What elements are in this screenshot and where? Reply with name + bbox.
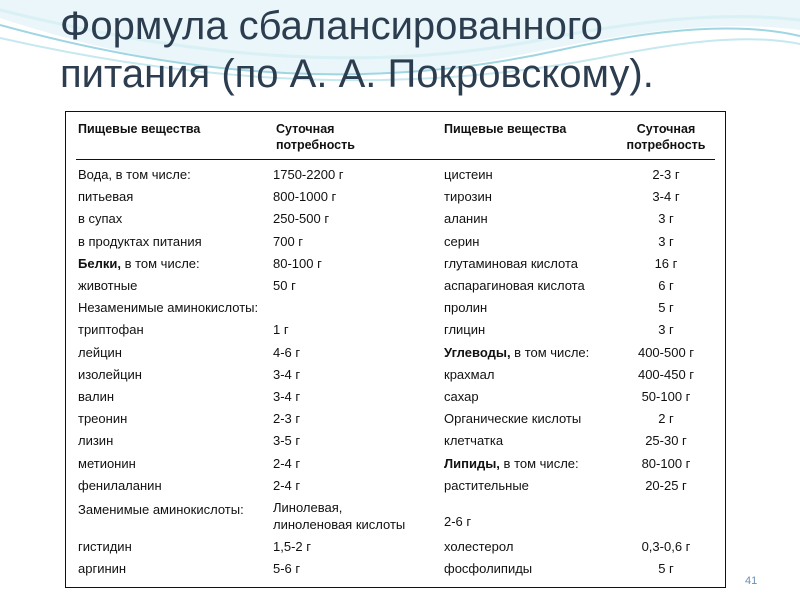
header-daily-need-right: Суточная потребность xyxy=(626,122,706,152)
cell-nutrient: животные xyxy=(78,278,138,293)
cell-nutrient-right: крахмал xyxy=(444,366,495,382)
cell-daily-need-right: 20-25 г xyxy=(645,477,687,493)
table-row xyxy=(66,364,725,386)
cell-nutrient-right xyxy=(444,453,579,475)
table-row xyxy=(66,342,725,364)
cell-daily-need-right: 6 г xyxy=(658,278,674,293)
table-row xyxy=(66,475,725,497)
cell-linoleic-need: 2-6 г xyxy=(444,514,472,529)
table-row xyxy=(66,497,725,533)
cell-nutrient-right-text: в том числе: xyxy=(499,455,579,471)
slide-title-line2: питания (по А. А. Покровскому). xyxy=(60,52,654,96)
cell-daily-need-right: 0,3-0,6 г xyxy=(641,539,691,554)
cell-nutrient-right: пролин xyxy=(444,300,488,316)
cell-daily-need: 250-500 г xyxy=(273,211,330,227)
cell-nutrient-right: Органические кислоты xyxy=(444,411,582,427)
header-divider xyxy=(76,159,715,160)
header-nutrients-left: Пищевые вещества xyxy=(78,122,201,136)
table-row xyxy=(66,208,725,230)
cell-nutrient: валин xyxy=(78,389,115,404)
cell-daily-need: 5-6 г xyxy=(273,561,301,577)
cell-nutrient: треонин xyxy=(78,411,128,427)
cell-linoleic-line1: Линолевая, xyxy=(273,500,343,515)
cell-daily-need: 4-6 г xyxy=(273,344,301,360)
cell-daily-need-right: 2 г xyxy=(658,411,674,427)
cell-nutrient-right xyxy=(444,342,589,364)
cell-daily-need-right: 3 г xyxy=(658,233,674,249)
cell-daily-need-right: 80-100 г xyxy=(641,455,691,471)
cell-daily-need: 3-4 г xyxy=(273,366,301,382)
cell-daily-need-right: 3 г xyxy=(658,322,674,338)
table-row xyxy=(66,319,725,341)
cell-nutrient-right: сахар xyxy=(444,389,479,404)
page-number: 41 xyxy=(745,575,758,587)
cell-nutrient-right: фосфолипиды xyxy=(444,561,533,577)
cell-nutrient: фенилаланин xyxy=(78,477,162,493)
cell-daily-need: 800-1000 г xyxy=(273,189,337,205)
cell-nutrient: в продуктах питания xyxy=(78,233,202,249)
cell-daily-need-right: 400-500 г xyxy=(637,344,695,360)
cell-nutrient-right: серин xyxy=(444,233,480,249)
cell-daily-need-right: 16 г xyxy=(654,255,678,271)
cell-nutrient-right-bold: Липиды, xyxy=(444,455,500,471)
cell-daily-need-right: 5 г xyxy=(658,561,674,577)
cell-nutrient-right: аланин xyxy=(444,211,488,227)
cell-nutrient-right: тирозин xyxy=(444,189,492,205)
cell-nutrient: лейцин xyxy=(78,344,122,360)
table-row xyxy=(66,408,725,430)
cell-nutrient: в супах xyxy=(78,211,123,227)
nutrition-table xyxy=(65,111,726,588)
table-row xyxy=(66,558,725,580)
cell-nutrient: Незаменимые аминокислоты: xyxy=(78,300,259,316)
cell-daily-need: 80-100 г xyxy=(273,255,322,271)
cell-nutrient-right: аспарагиновая кислота xyxy=(444,278,585,293)
cell-nutrient: изолейцин xyxy=(78,366,142,382)
slide-title-line1: Формула сбалансированного xyxy=(60,4,603,48)
cell-daily-need-right: 25-30 г xyxy=(645,433,687,449)
cell-daily-need: 2-3 г xyxy=(273,411,301,427)
cell-daily-need: 50 г xyxy=(273,278,296,293)
cell-nutrient-right-text: в том числе: xyxy=(510,344,590,360)
cell-daily-need: 2-4 г xyxy=(273,455,301,471)
slide-title xyxy=(60,2,780,98)
table-row xyxy=(66,253,725,275)
cell-daily-need-right: 5 г xyxy=(658,300,674,316)
cell-daily-need-right: 3-4 г xyxy=(652,189,680,205)
table-row xyxy=(66,386,725,408)
cell-nutrient: аргинин xyxy=(78,561,127,577)
table-row xyxy=(66,186,725,208)
cell-nutrient-text: в том числе: xyxy=(120,255,200,271)
cell-nutrient: метионин xyxy=(78,455,136,471)
cell-daily-need-right: 2-3 г xyxy=(652,167,680,182)
cell-daily-need-right: 50-100 г xyxy=(641,389,691,404)
header-daily-need-left: Суточная потребность xyxy=(276,122,355,152)
table-row xyxy=(66,297,725,319)
cell-nutrient-right: цистеин xyxy=(444,167,493,182)
cell-nutrient-right: холестерол xyxy=(444,539,514,554)
cell-linoleic-line2: линоленовая кислоты xyxy=(273,517,406,532)
cell-daily-need-right: 3 г xyxy=(658,211,674,227)
cell-nutrient-right: клетчатка xyxy=(444,433,504,449)
cell-daily-need: 2-4 г xyxy=(273,477,301,493)
table-row xyxy=(66,231,725,253)
table-row xyxy=(66,453,725,475)
cell-nutrient-right: глицин xyxy=(444,322,486,338)
cell-nutrient-right: глутаминовая кислота xyxy=(444,255,578,271)
table-row xyxy=(66,275,725,297)
cell-nutrient xyxy=(78,253,200,275)
cell-daily-need: 3-5 г xyxy=(273,433,301,449)
cell-daily-need-right: 400-450 г xyxy=(637,366,695,382)
cell-nutrient: триптофан xyxy=(78,322,144,338)
cell-nutrient: гистидин xyxy=(78,539,132,554)
cell-nutrient-bold: Белки, xyxy=(78,255,121,271)
cell-daily-need: 700 г xyxy=(273,233,304,249)
cell-linoleic xyxy=(273,499,405,533)
cell-nutrient: Вода, в том числе: xyxy=(78,167,191,182)
cell-daily-need: 1,5-2 г xyxy=(273,539,311,554)
cell-nutrient: лизин xyxy=(78,433,114,449)
cell-daily-need: 1750-2200 г xyxy=(273,167,344,182)
header-nutrients-right: Пищевые вещества xyxy=(444,122,567,136)
table-row xyxy=(66,536,725,558)
cell-nutrient: питьевая xyxy=(78,189,134,205)
cell-daily-need: 3-4 г xyxy=(273,389,301,404)
cell-daily-need: 1 г xyxy=(273,322,289,338)
cell-nutrient-right-bold: Углеводы, xyxy=(444,344,511,360)
cell-nutrient-right: растительные xyxy=(444,477,529,493)
table-row xyxy=(66,164,725,186)
cell-nutrient: Заменимые аминокислоты: xyxy=(78,502,244,517)
table-row xyxy=(66,430,725,452)
